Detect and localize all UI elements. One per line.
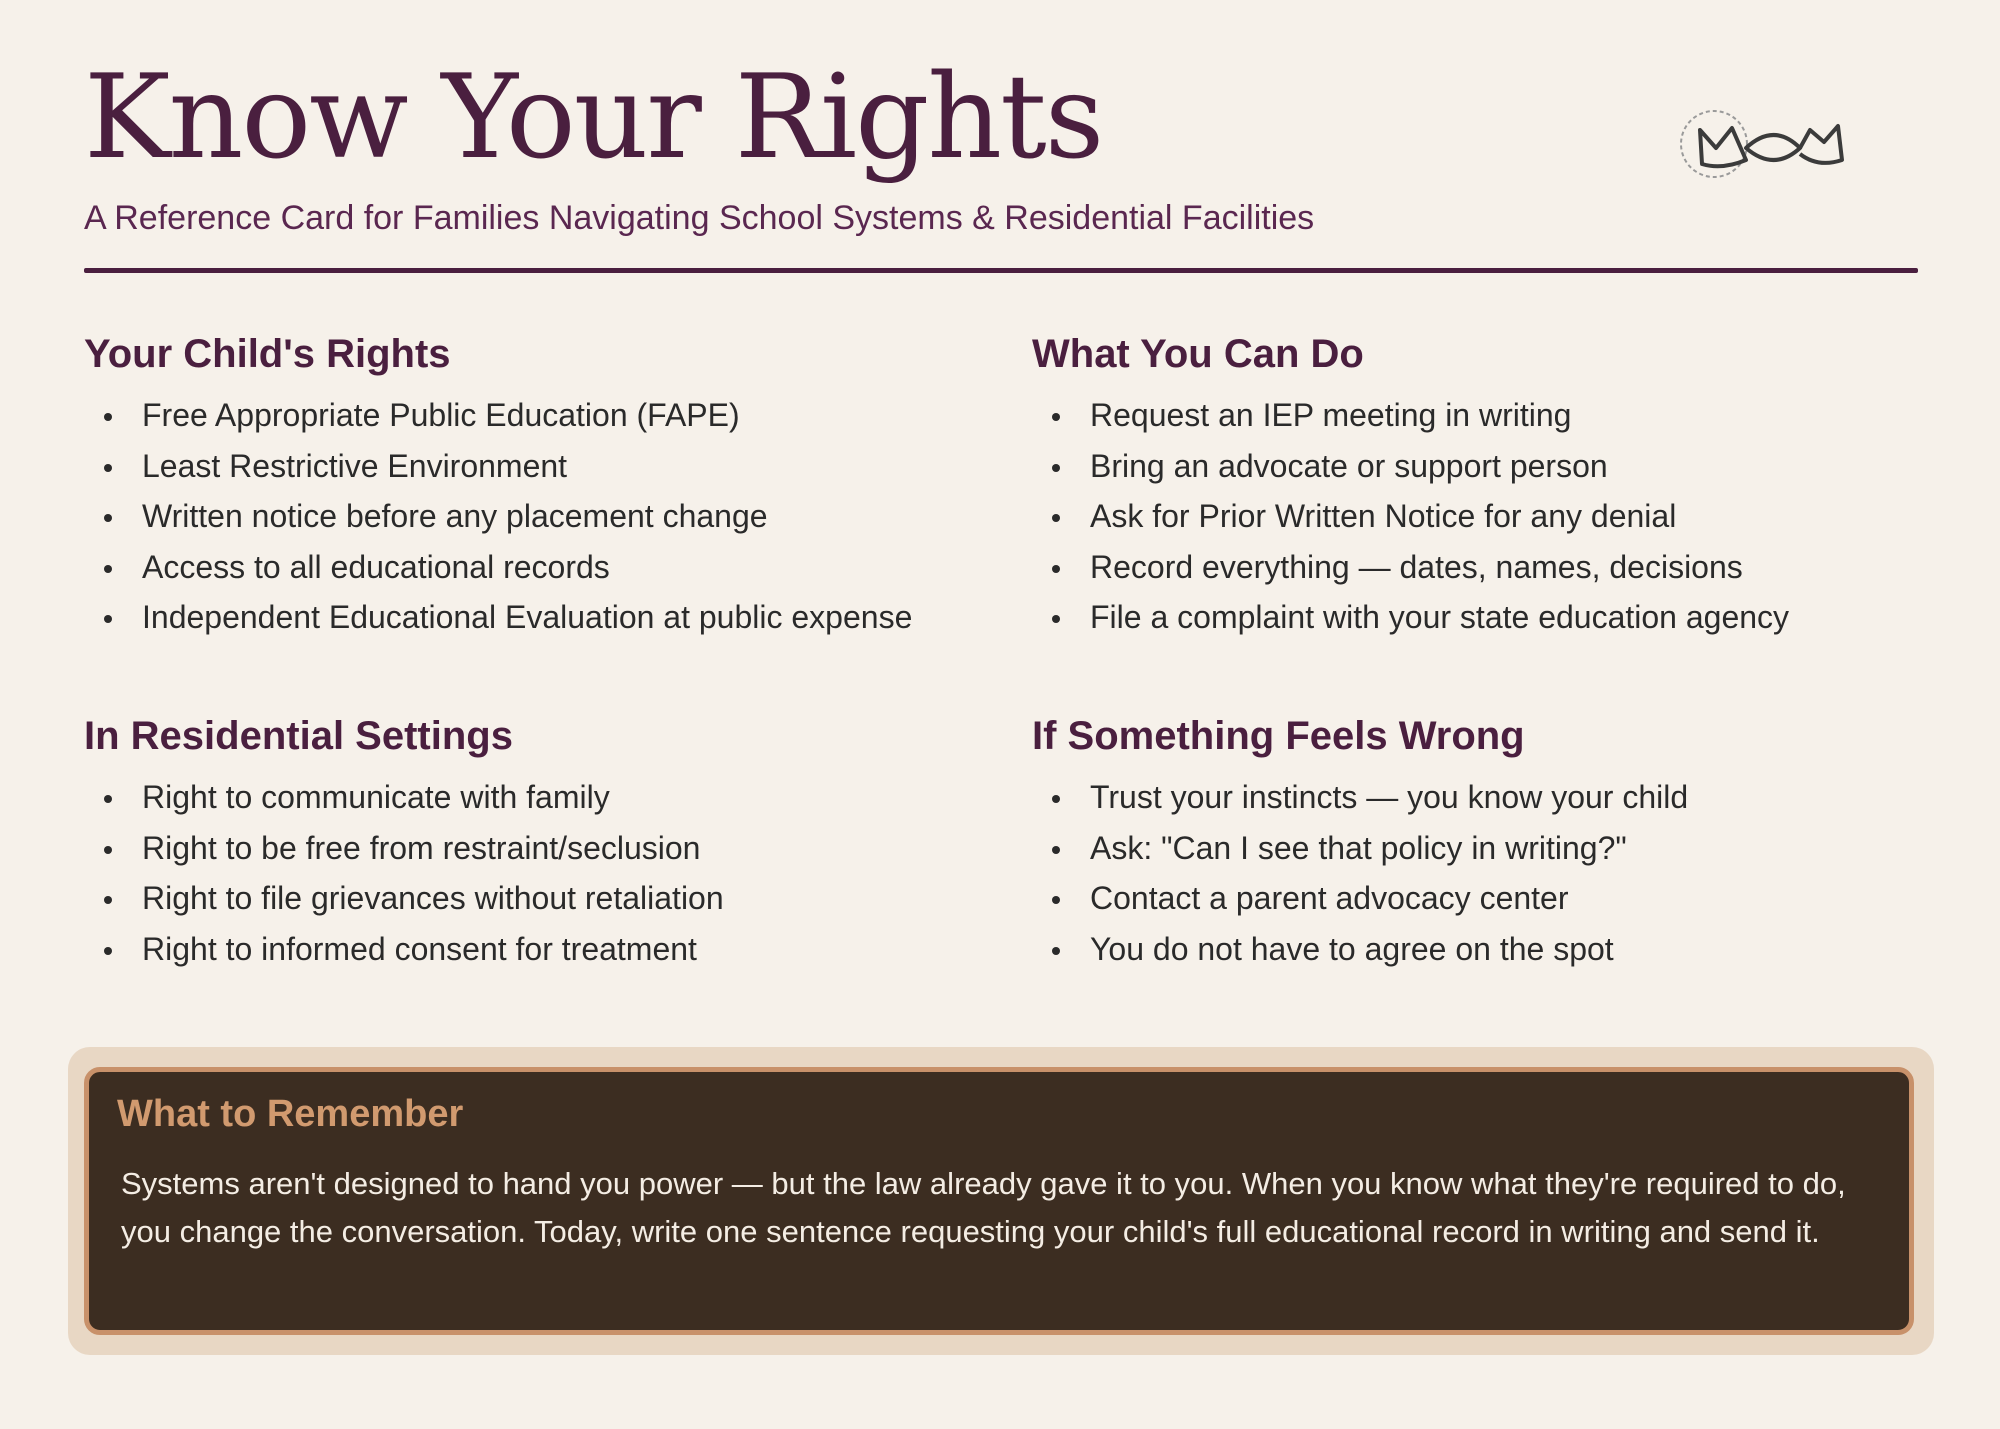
- list-item: Bring an advocate or support person: [1032, 441, 1932, 492]
- mcv-logo-icon: [1676, 104, 1856, 184]
- list-item: Least Restrictive Environment: [84, 441, 984, 492]
- bullet-list: [84, 772, 984, 974]
- section-heading: If Something Feels Wrong: [1032, 714, 1525, 758]
- remember-panel: [84, 1067, 1914, 1335]
- header-divider: [84, 268, 1918, 273]
- remember-title: What to Remember: [117, 1093, 464, 1135]
- list-item: Right to communicate with family: [84, 772, 984, 823]
- list-item: Request an IEP meeting in writing: [1032, 390, 1932, 441]
- list-item: Right to file grievances without retaliation: [84, 873, 984, 924]
- section-heading: What You Can Do: [1032, 332, 1364, 376]
- list-item: Free Appropriate Public Education (FAPE): [84, 390, 984, 441]
- list-item: Right to be free from restraint/seclusion: [84, 823, 984, 874]
- section-what-you-can-do: [1032, 334, 1932, 643]
- list-item: Written notice before any placement change: [84, 491, 984, 542]
- section-heading: In Residential Settings: [84, 714, 513, 758]
- list-item: Trust your instincts — you know your child: [1032, 772, 1932, 823]
- list-item: Ask for Prior Written Notice for any denial: [1032, 491, 1932, 542]
- page-subtitle: A Reference Card for Families Navigating School Systems & Residential Facilities: [84, 199, 1315, 237]
- list-item: Record everything — dates, names, decisions: [1032, 542, 1932, 593]
- section-residential-settings: [84, 716, 984, 974]
- list-item: Contact a parent advocacy center: [1032, 873, 1932, 924]
- list-item: Access to all educational records: [84, 542, 984, 593]
- bullet-list: [84, 390, 984, 643]
- remember-callout: [68, 1047, 1934, 1355]
- section-childs-rights: [84, 334, 984, 643]
- list-item: File a complaint with your state education agency: [1032, 592, 1932, 643]
- bullet-list: [1032, 390, 1932, 643]
- remember-text: Systems aren't designed to hand you power — but the law already gave it to you. When you know what they're required to do, you change the conversation. Today, write one sentence requesting your child's full educational record in writing and send it.: [121, 1165, 1846, 1249]
- section-something-feels-wrong: [1032, 716, 1932, 974]
- list-item: Independent Educational Evaluation at public expense: [84, 592, 984, 643]
- section-heading: Your Child's Rights: [84, 332, 451, 376]
- list-item: Right to informed consent for treatment: [84, 924, 984, 975]
- bullet-list: [1032, 772, 1932, 974]
- page-title: Know Your Rights: [84, 50, 1103, 185]
- list-item: Ask: "Can I see that policy in writing?": [1032, 823, 1932, 874]
- list-item: You do not have to agree on the spot: [1032, 924, 1932, 975]
